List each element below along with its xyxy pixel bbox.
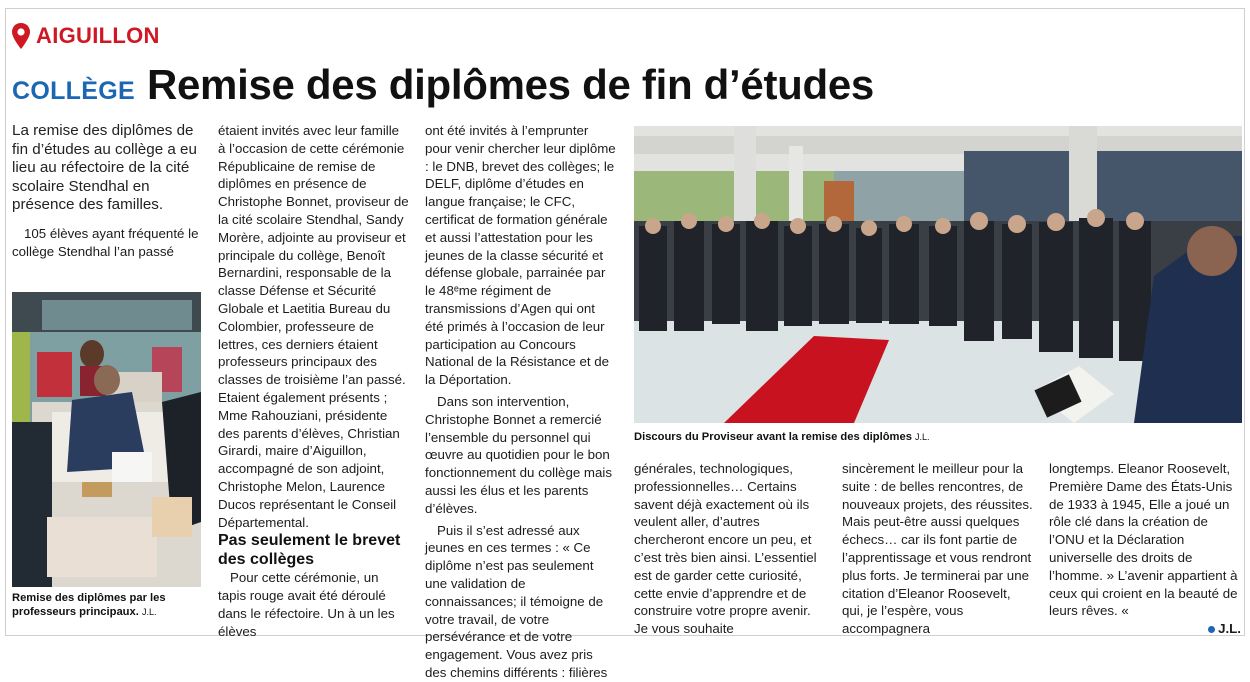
bullet-dot-icon	[1208, 626, 1215, 633]
article-title: Remise des diplômes de fin d’études	[146, 61, 874, 108]
location-header	[12, 21, 160, 51]
photo-right-author: J.L.	[915, 432, 930, 442]
headline	[12, 61, 874, 111]
photo-right-caption-text: Discours du Proviseur avant la remise des diplômes	[634, 431, 912, 443]
photo-speech	[634, 126, 1242, 423]
author-signature: J.L.	[1218, 621, 1241, 637]
paragraph: 105 élèves ayant fréquenté le collège Stendhal l’an passé	[12, 225, 199, 259]
photo-diploma-handover	[12, 292, 201, 587]
column-6	[1049, 460, 1241, 638]
paragraph: Pour cette cérémonie, un tapis rouge avait été déroulé dans le réfectoire. Un à un les élèves	[218, 570, 395, 639]
paragraph: longtemps. Eleanor Roosevelt, Première Dame des États-Unis de 1933 à 1945, Elle a joué un rôle clé dans la création de l’ONU et la Déclaration universelle des droits de l’homme. » L’avenir appartient à ceux qui croient en la beauté de leurs rêves. «	[1049, 461, 1238, 619]
photo-left-author: J.L.	[141, 607, 157, 617]
column-3	[425, 122, 617, 682]
paragraph: étaient invités avec leur famille à l’occasion de cette cérémonie Républicaine de remise de diplômes en présence de Christophe Bonnet, proviseur de la cité scolaire Stendhal, Sandy Morère, adjointe au proviseur et principale du collège, Benoît Bernardini, responsable de la classe Défense et Sécurité Globale et Laetitia Bureau du Colombier, professeure de lettres, ces derniers étaient professeurs principaux des classes de troisième l’an passé. Etaient également présents ; Mme Rahouziani, présidente des parents d’élèves, Christian Girardi, maire d’Aiguillon, accompagné de son adjoint, Christophe Melon, Laurence Ducos représentant le Conseil Départemental.	[218, 123, 409, 530]
subheading: Pas seulement le brevet des collèges	[218, 532, 401, 569]
column-4	[634, 460, 826, 638]
column-2	[218, 122, 410, 641]
chapo: La remise des diplômes de fin d’études au collège a eu lieu au réfectoire de la cité scolaire Stendhal en présence des familles.	[12, 122, 197, 214]
paragraph: Puis il s’est adressé aux jeunes en ces termes : « Ce diplôme n’est pas seulement une validation de connaissances; il témoigne de votre travail, de votre persévérance et de votre engagement. Vous avez pris des chemins différents : filières	[425, 522, 608, 680]
location-pin-icon	[12, 23, 30, 49]
column-5	[842, 460, 1034, 638]
photo-right-caption	[634, 430, 1242, 444]
photo-left-caption-text: Remise des diplômes par les professeurs principaux.	[12, 592, 166, 618]
location-label: AIGUILLON	[36, 23, 160, 48]
photo-left-caption	[12, 591, 201, 619]
section-kicker: COLLÈGE	[12, 77, 135, 105]
paragraph: générales, technologiques, professionnelles… Certains savent déjà exactement où ils veulent aller, d’autres chercheront encore un peu, et c’est très bien ainsi. L’essentiel est de garder cette curiosité, cette envie d’apprendre et de construire votre propre avenir. Je vous souhaite	[634, 461, 817, 637]
paragraph: Dans son intervention, Christophe Bonnet a remercié l’ensemble du personnel qui œuvre au quotidien pour le bon fonctionnement du collège mais aussi les élus et les parents d’élèves.	[425, 393, 613, 516]
signature-line	[1049, 620, 1241, 638]
column-1	[12, 122, 201, 261]
newspaper-page	[5, 8, 1245, 680]
paragraph: ont été invités à l’emprunter pour venir chercher leur diplôme : le DNB, brevet des collèges; le DELF, diplôme d’études en langue française; le CFC, certificat de formation générale et aussi l’attestation pour les jeunes de la classe sécurité et défense globale, parrainée par le 48ᵉme régiment de transmissions d’Agen qui ont été primés à l’occasion de leur participation au Concours National de la Résistance et de la Déportation.	[425, 123, 616, 388]
paragraph: sincèrement le meilleur pour la suite : de belles rencontres, de nouveaux projets, des réussites. Mais peut-être aussi quelques échecs… car ils font partie de l’apprentissage et vous rendront plus forts. Je terminerai par une citation d’Eleanor Roosevelt, qui, je l’espère, vous accompagnera	[842, 461, 1033, 637]
